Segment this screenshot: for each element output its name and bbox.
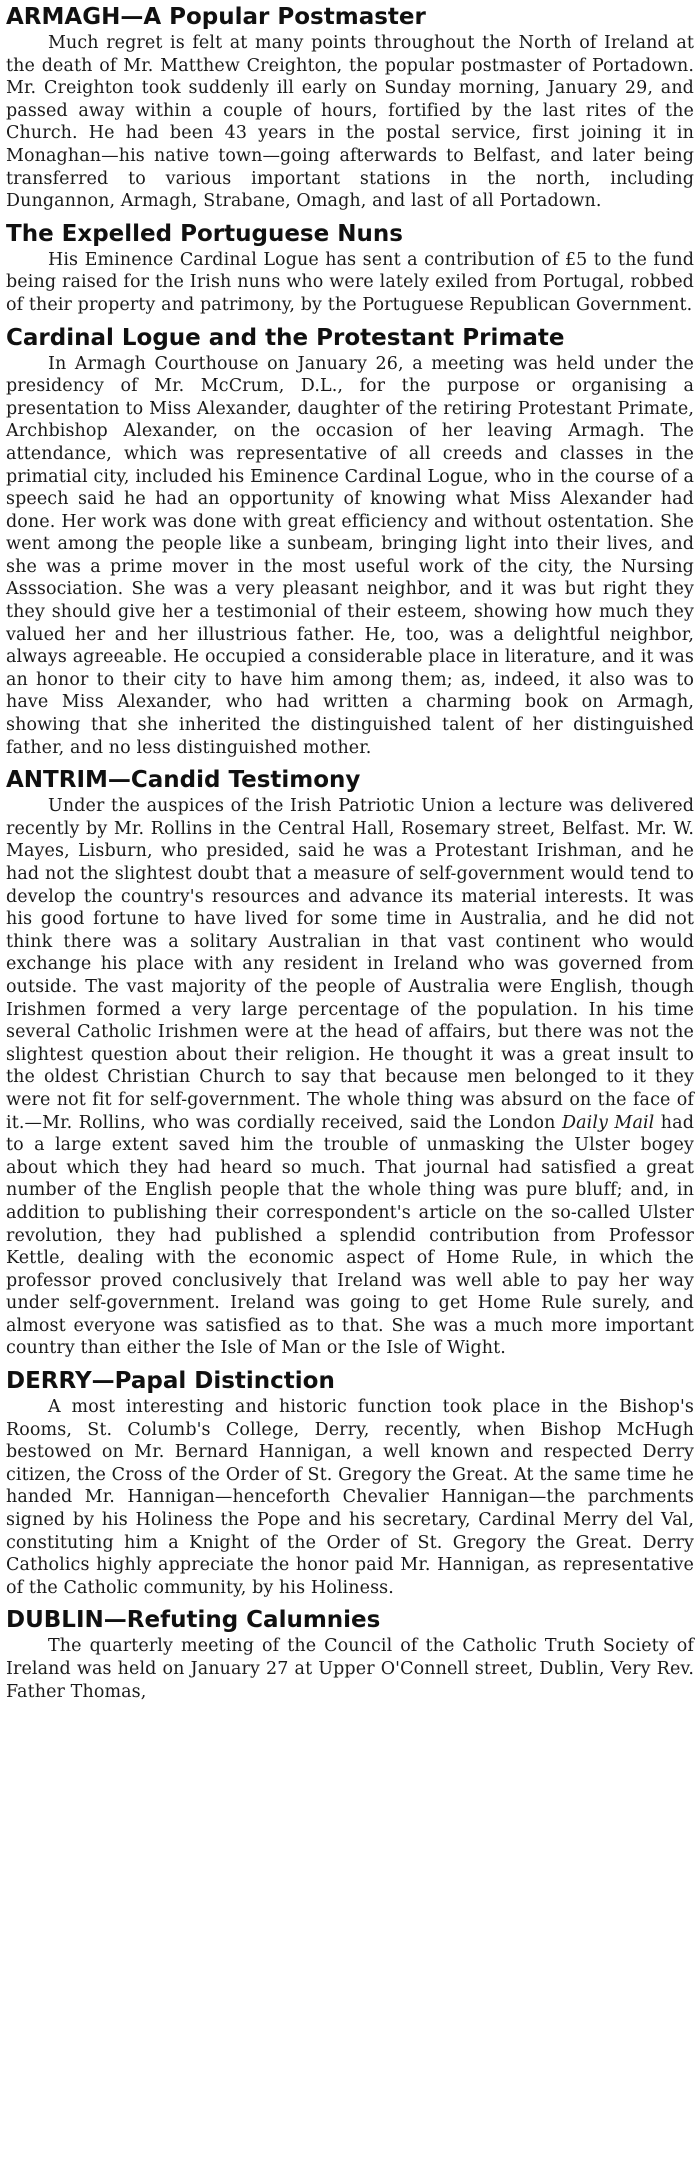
article-antrim-testimony (6, 763, 698, 1364)
article-body: His Eminence Cardinal Logue has sent a contribution of £5 to the fund being raised for the Irish nuns who were lately exiled from Portugal, robbed of their property and patrimony, by the Portuguese Republican Government. (6, 249, 694, 315)
article-body: Much regret is felt at many points throughout the North of Ireland at the death of Mr. Matthew Creighton, the popular postmaster of Portadown. Mr. Creighton took suddenly ill early on Sunday morning, January 29, and passed away within a couple of hours, fortified by the last rites of the Church. He had been 43 years in the postal service, first joining it in Monaghan—his native town—going afterwards to Belfast, and later being transferred to various important stations in the north, including Dungannon, Armagh, Strabane, Omagh, and last of all Portadown. (6, 33, 694, 212)
article-headline: DERRY—Papal Distinction (6, 1368, 335, 1395)
article-dublin-calumnies (6, 1603, 698, 1707)
article-headline: ARMAGH—A Popular Postmaster (6, 4, 426, 30)
article-body (6, 795, 698, 1364)
article-headline: DUBLIN—Refuting Calumnies (6, 1607, 381, 1634)
article-derry-distinction (6, 1364, 698, 1603)
article-body-part: had to a large extent saved him the trouble of unmasking the Ulster bogey about which they had heard so much. That journal had satisfied a great number of the English people that the whole thing was pure bluff; and, in addition to publishing their correspondent's article on the so-called Ulster revolution, they had published a splendid contribution from Professor Kettle, dealing with the economic aspect of Home Rule, in which the professor proved conclusively that Ireland was well able to pay her way under self-government. Ireland was going to get Home Rule surely, and almost everyone was satisfied as to that. She was a much more important country than either the Isle of Man or the Isle of Wight. (6, 1112, 695, 1359)
article-armagh-postmaster (6, 0, 698, 217)
article-headline: Cardinal Logue and the Protestant Primate (6, 324, 565, 351)
article-body: A most interesting and historic function took place in the Bishop's Rooms, St. Columb's College, Derry, recently, when Bishop McHugh bestowed on Mr. Bernard Hannigan, a well known and respected Derry citizen, the Cross of the Order of St. Gregory the Great. At the same time he handed Mr. Hannigan—henceforth Chevalier Hannigan—the parchments signed by his Holiness the Pope and his secretary, Cardinal Merry del Val, constituting him a Knight of the Order of St. Gregory the Great. Derry Catholics highly appreciate the honor paid Mr. Hannigan, as representative of the Catholic community, by his Holiness. (6, 1397, 694, 1598)
article-body-part: Under the auspices of the Irish Patriotic Union a lecture was delivered recently by Mr. Rollins in the Central Hall, Rosemary street, Belfast. Mr. W. Mayes, Lisburn, who presided, said he was a Protestant Irishman, and he had not the slightest doubt that a measure of self-government would tend to develop the country's resources and advance its material interests. It was his good fortune to have lived for some time in Australia, and he did not think there was a solitary Australian in that vast continent who would exchange his place with any resident in Ireland who was governed from outside. The vast majority of the people of Australia were English, though Irishmen formed a very large percentage of the population. In his time several Catholic Irishmen were at the head of affairs, but there was not the slightest question about their religion. He thought it was a great insult to the oldest Christian Church to say that because men belonged to it they were not fit for self-government. The whole thing was absurd on the face of it.—Mr. Rollins, who was cordially received, said the London (6, 796, 694, 1133)
article-body: In Armagh Courthouse on January 26, a meeting was held under the presidency of Mr. McCrum, D.L., for the purpose or organising a presentation to Miss Alexander, daughter of the retiring Protestant Primate, Archbishop Alexander, on the occasion of her leaving Armagh. The attendance, which was representative of all creeds and classes in the primatial city, included his Eminence Cardinal Logue, who in the course of a speech said he had an opportunity of knowing what Miss Alexander had done. Her work was done with great efficiency and without ostentation. She went among the people like a sunbeam, bringing light into their lives, and she was a prime mover in the most useful work of the city, the Nursing Asssociation. She was a very pleasant neighbor, and it was but right they they should give her a testimonial of their esteem, showing how much they valued her and her illustrious father. He, too, was a delightful neighbor, always agreeable. He occupied a considerable place in literature, and it was an honor to their city to have him among them; as, indeed, it also was to have Miss Alexander, who had written a charming book on Armagh, showing that she inherited the distinguished talent of her distinguished father, and no less distinguished mother. (6, 353, 694, 758)
article-headline: The Expelled Portuguese Nuns (6, 220, 403, 247)
article-body: The quarterly meeting of the Council of the Catholic Truth Society of Ireland was held on January 27 at Upper O'Connell street, Dublin, Very Rev. Father Thomas, (6, 1636, 694, 1702)
newspaper-title: Daily Mail (561, 1112, 655, 1133)
article-headline: ANTRIM—Candid Testimony (6, 767, 361, 794)
article-portuguese-nuns (6, 217, 698, 321)
article-cardinal-logue (6, 321, 698, 764)
